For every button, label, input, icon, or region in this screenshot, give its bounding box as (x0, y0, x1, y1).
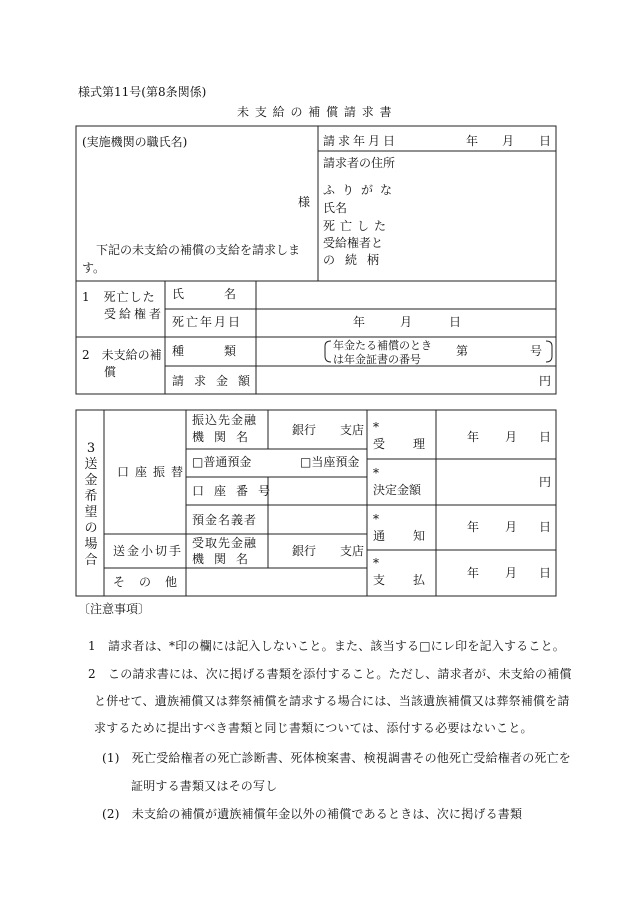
furigana-label: ふりがな (323, 183, 400, 197)
relation-label-3: の続柄 (323, 253, 390, 267)
form-title: 未 支 給 の 補 償 請 求 書 (237, 105, 393, 119)
decision-star: * (373, 466, 379, 480)
section2-row2-label-2: 償 (104, 365, 117, 379)
receive-bank-label-2: 機関名 (192, 552, 259, 566)
request-date-nen: 年 (466, 134, 479, 148)
claimant-address-label: 請求者の住所 (323, 156, 396, 170)
section3-vertical-label: 3 送 金 希 望 の 場 合 (84, 441, 98, 568)
receipt-label: 受理 (373, 437, 454, 451)
request-date-hi: 日 (539, 134, 552, 148)
claimant-name-label: 氏名 (323, 201, 348, 215)
death-date-nen: 年 (353, 315, 366, 329)
note-item-2: (2) 未支給の補償が遺族補償年金以外の補償であるときは、次に掲げる書類 (102, 807, 523, 821)
relation-label-1: 死亡した (323, 219, 392, 233)
futsu-checkbox[interactable]: □普通預金 (192, 455, 252, 469)
relation-label-2: 受給権者と (323, 236, 384, 250)
notice-tsuki: 月 (505, 520, 518, 534)
amount-yen: 円 (539, 374, 552, 388)
deceased-name-label: 氏名 (172, 287, 277, 301)
amount-label: 請求金額 (172, 374, 261, 388)
decision-yen: 円 (539, 475, 552, 489)
request-date-label: 請求年月日 (323, 134, 399, 148)
death-date-hi: 日 (449, 315, 462, 329)
notes-heading: 〔注意事項〕 (78, 602, 151, 616)
notice-hi: 日 (539, 520, 552, 534)
payment-tsuki: 月 (505, 566, 518, 580)
payment-star: * (373, 556, 379, 570)
receive-bank-ginko: 銀行 (292, 544, 317, 558)
check-label: 送金小切手 (113, 544, 184, 558)
request-date-tsuki: 月 (502, 134, 515, 148)
payment-nen: 年 (467, 566, 480, 580)
pension-go: 号 (530, 344, 543, 358)
receipt-star: * (373, 420, 379, 434)
bank-label-1: 振込先金融 (192, 413, 258, 427)
request-text: 下記の未支給の補償の支給を請求します。 (82, 243, 301, 275)
receipt-hi: 日 (539, 430, 552, 444)
receive-bank-label-1: 受取先金融 (192, 536, 258, 550)
note-2-line-1: 2 この請求書には、次に掲げる書類を添付すること。ただし、請求者が、未支給の補償 (88, 667, 572, 681)
decision-label: 決定金額 (373, 483, 422, 497)
note-2-line-2: と併せて、遺族補償又は葬祭補償を請求する場合には、当該遺族補償又は葬祭補償を請 (94, 694, 570, 708)
account-holder-label: 預金名義者 (192, 513, 258, 527)
receipt-nen: 年 (467, 430, 480, 444)
notice-star: * (373, 512, 379, 526)
notice-nen: 年 (467, 520, 480, 534)
receipt-tsuki: 月 (505, 430, 518, 444)
koza-furikae-label: 口座振替 (117, 465, 190, 479)
receive-bank-shiten: 支店 (340, 544, 365, 558)
pension-note-1: 年金たる補償のとき (333, 339, 432, 352)
note-2-line-3: 求するために提出すべき書類と同じ書類については、添付する必要はないこと。 (94, 721, 533, 735)
pension-dai: 第 (456, 344, 469, 358)
note-item-1-line-1: (1) 死亡受給権者の死亡診断書、死体検案書、検視調書その他死亡受給権者の死亡を (102, 751, 572, 765)
bank-shiten: 支店 (340, 423, 365, 437)
bank-label-2: 機関名 (192, 430, 259, 444)
kind-label: 種類 (172, 344, 277, 358)
bank-ginko: 銀行 (292, 423, 317, 437)
note-item-1-line-2: 証明する書類又はその写し (131, 779, 278, 793)
section2-row1-label-1: 1 死亡した (82, 290, 156, 304)
death-date-tsuki: 月 (400, 315, 413, 329)
note-1: 1 請求者は、*印の欄には記入しないこと。また、該当する□にレ印を記入すること。 (88, 639, 565, 653)
sama-label: 様 (298, 195, 311, 209)
toza-checkbox[interactable]: □当座預金 (300, 455, 360, 469)
payment-hi: 日 (539, 566, 552, 580)
section2-row2-label-1: 2 未支給の補 (82, 348, 162, 362)
payment-label: 支払 (373, 573, 454, 587)
account-number-label: 口座番号 (192, 484, 281, 498)
death-date-label: 死亡年月日 (172, 315, 243, 329)
pension-note-2: は年金証書の番号 (333, 353, 421, 366)
other-label: その他 (113, 575, 192, 589)
notice-label: 通知 (373, 529, 454, 543)
form-number: 様式第11号(第8条関係) (78, 85, 207, 99)
section2-row1-label-2: 受給権者 (104, 307, 165, 321)
agency-label: (実施機関の職氏名) (82, 135, 188, 149)
